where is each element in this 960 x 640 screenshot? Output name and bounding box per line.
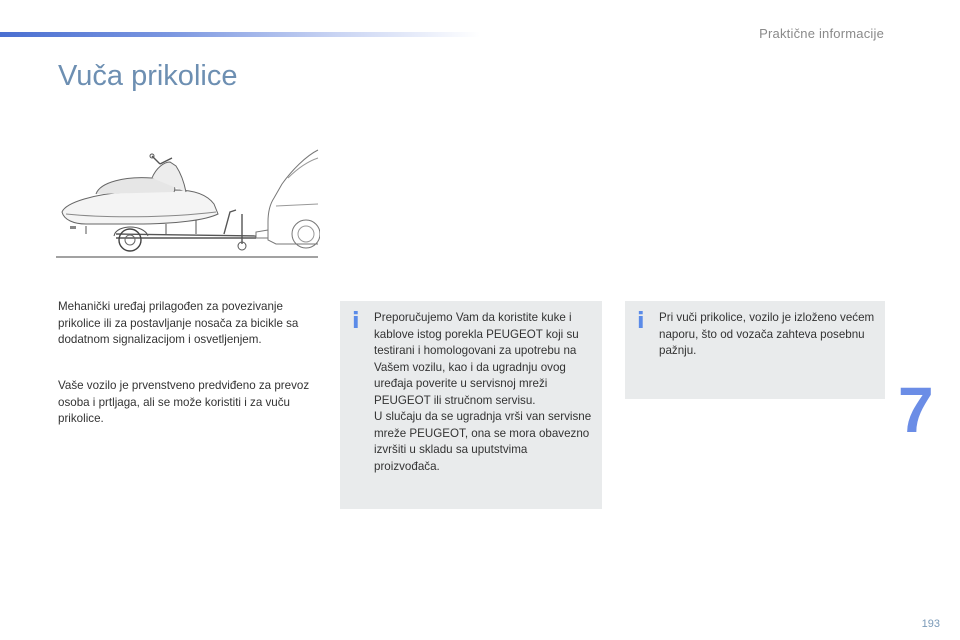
info-box-recommendation bbox=[340, 301, 602, 509]
trailer-illustration bbox=[56, 148, 320, 262]
page-title: Vuča prikolice bbox=[58, 60, 238, 92]
chapter-number: 7 bbox=[898, 374, 934, 446]
header-accent-bar bbox=[0, 32, 480, 37]
info-box-caution bbox=[625, 301, 885, 399]
usage-paragraph: Vaše vozilo je prvenstveno predviđeno za prevoz osoba i prtljaga, ali se može koristiti i za vuču prikolice. bbox=[58, 379, 310, 425]
intro-paragraph: Mehanički uređaj prilagođen za povezivanje prikolice ili za postavljanje nosača za bicikle sa dodatnom signalizacijom i osvetljenjem. bbox=[58, 300, 299, 346]
section-header: Praktične informacije bbox=[759, 26, 884, 41]
page-number: 193 bbox=[921, 618, 940, 630]
info-box-text: Pri vuči prikolice, vozilo je izloženo većem naporu, što od vozača zahteva posebnu pažnju. bbox=[659, 311, 875, 357]
info-icon: i bbox=[352, 309, 360, 334]
info-icon: i bbox=[637, 309, 645, 334]
info-box-text: Preporučujemo Vam da koristite kuke i kablove istog porekla PEUGEOT koji su testirani i homologovani za upotrebu na Vašem vozilu, kao i da ugradnju ovog uređaja poverite u servisnoj mreži PEUGEOT ili stručnom servisu. U slučaju da se ugradnja vrši van servisne mreže PEUGEOT, ona se mora obavezno izvršiti u skladu sa uputstvima proizvođača. bbox=[374, 311, 592, 473]
